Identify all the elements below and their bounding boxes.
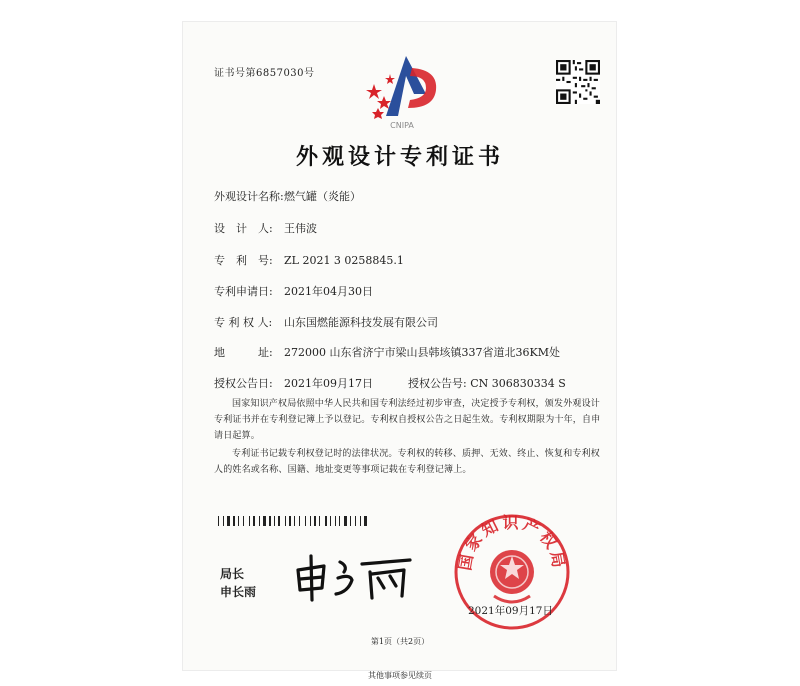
- seal-text: 国家知识产权局: [455, 513, 569, 572]
- barcode-icon: [218, 516, 412, 526]
- filing-date-value: 2021年04月30日: [284, 285, 373, 298]
- patentee-label: 专 利 权 人:: [214, 316, 273, 329]
- grant-number-value: CN 306830334 S: [470, 377, 566, 390]
- address-row: [214, 344, 560, 360]
- design-name-label: 外观设计名称:: [214, 190, 284, 203]
- grant-number-row: [408, 375, 566, 391]
- signer-name: 申长雨: [220, 585, 257, 599]
- address-label: 地 址:: [214, 346, 273, 359]
- design-name-value: 燃气罐（炎能）: [284, 190, 361, 203]
- signer-role: 局长: [220, 567, 245, 581]
- design-name-row: [214, 188, 361, 204]
- patent-number-row: [214, 252, 404, 268]
- cnipa-logo-icon: [356, 50, 448, 130]
- address-value: 272000 山东省济宁市梁山县韩垓镇337省道北36KM处: [284, 346, 560, 359]
- filing-date-row: [214, 283, 373, 299]
- patentee-row: [214, 314, 438, 330]
- qr-code-icon: [556, 60, 600, 104]
- patent-number-value: ZL 2021 3 0258845.1: [284, 254, 404, 267]
- signature-icon: [290, 548, 415, 604]
- designer-value: 王伟波: [284, 222, 317, 235]
- certificate-number: 证书号第6857030号: [214, 68, 315, 79]
- grant-number-label: 授权公告号:: [408, 377, 467, 390]
- statement-paragraph-2: 专利证书记载专利权登记时的法律状况。专利权的转移、质押、无效、终止、恢复和专利权人的姓名或名称、国籍、地址变更等事项记载在专利登记簿上。: [214, 449, 601, 475]
- filing-date-label: 专利申请日:: [214, 285, 273, 298]
- seal-date: 2021年09月17日: [468, 605, 553, 617]
- patent-number-label: 专 利 号:: [214, 254, 273, 267]
- page-indicator: 第1页（共2页）: [370, 637, 430, 646]
- grant-date-row: [214, 375, 373, 391]
- certificate-title: 外观设计专利证书: [295, 145, 504, 170]
- grant-date-label: 授权公告日:: [214, 377, 273, 390]
- designer-row: [214, 220, 317, 236]
- designer-label: 设 计 人:: [214, 222, 273, 235]
- logo-text: CNIPA: [390, 121, 414, 130]
- statement-paragraph-1: 国家知识产权局依照中华人民共和国专利法经过初步审查，决定授予专利权，颁发外观设计专利证书并在专利登记簿上予以登记。专利权自授权公告之日起生效。专利权期限为十年，自申请日起算。: [214, 399, 601, 441]
- patentee-value: 山东国燃能源科技发展有限公司: [284, 316, 438, 329]
- footer-note: 其他事项参见续页: [368, 671, 432, 680]
- grant-date-value: 2021年09月17日: [284, 377, 373, 390]
